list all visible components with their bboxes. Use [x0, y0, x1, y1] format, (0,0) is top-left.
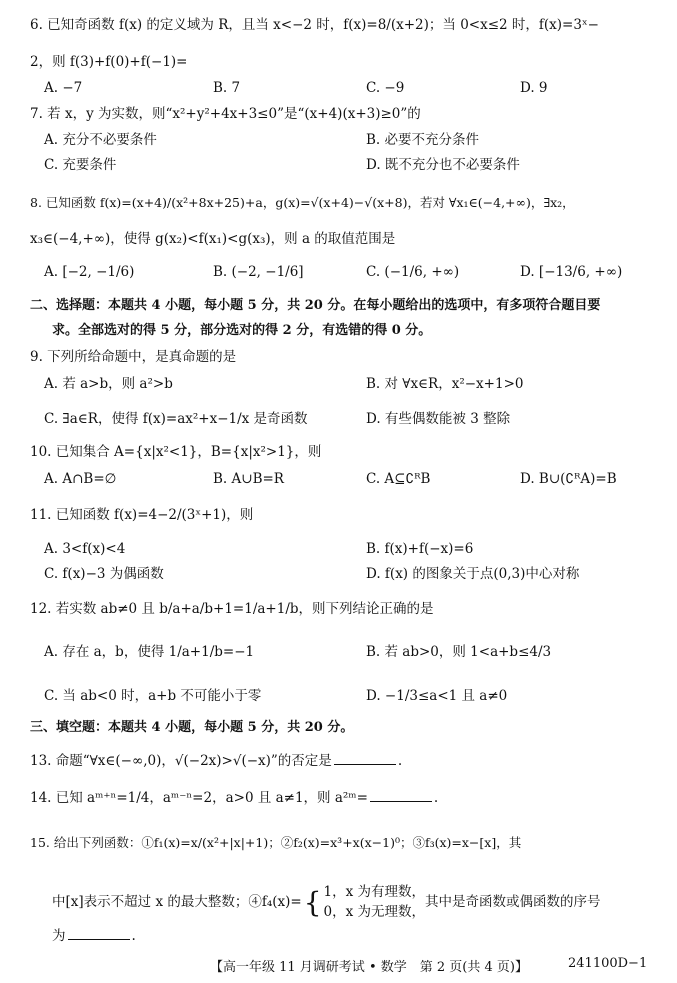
q13-text: 13. 命题“∀x∈(−∞,0)，√(−2x)>√(−x)”的否定是 — [30, 753, 332, 769]
q15-brace: { — [303, 885, 322, 919]
q6-option-d[interactable]: D. 9 — [520, 80, 548, 96]
q8-line2: x₃∈(−4,+∞)，使得 g(x₂)<f(x₁)<g(x₃)，则 a 的取值范围是 — [30, 231, 396, 247]
q7-option-a[interactable]: A. 充分不必要条件 — [44, 132, 157, 148]
q8-line1: 8. 已知函数 f(x)=(x+4)/(x²+8x+25)+a，g(x)=√(x+4)−√(x+8)，若对 ∀x₁∈(−4,+∞)，∃x₂， — [30, 195, 575, 210]
q6-option-b[interactable]: B. 7 — [213, 80, 241, 96]
q15-answer-blank[interactable] — [68, 929, 130, 940]
q12-option-a[interactable]: A. 存在 a，b，使得 1/a+1/b=−1 — [44, 644, 255, 660]
q15-line2-end: 其中是奇函数或偶函数的序号 — [425, 894, 601, 911]
q15-line2-start: 中[x]表示不超过 x 的最大整数；④f₄(x)= — [52, 894, 302, 911]
q8-option-d[interactable]: D. [−13/6, +∞) — [520, 264, 623, 280]
q10-option-a[interactable]: A. A∩B=∅ — [44, 471, 117, 487]
q15-line1: 15. 给出下列函数：①f₁(x)=x/(x²+|x|+1)；②f₂(x)=x³+x(x−1)⁰；③f₃(x)=x−[x]，其 — [30, 835, 522, 850]
q9-option-a[interactable]: A. 若 a>b，则 a²>b — [44, 376, 173, 392]
q15-cases — [324, 883, 426, 922]
q15-line2 — [52, 883, 601, 922]
section-2-line2: 求。全部选对的得 5 分，部分选对的得 2 分，有选错的得 0 分。 — [52, 323, 432, 338]
q7-stem: 7. 若 x，y 为实数，则“x²+y²+4x+3≤0”是“(x+4)(x+3)≥0”的 — [30, 106, 421, 122]
q11-option-c[interactable]: C. f(x)−3 为偶函数 — [44, 566, 164, 582]
q10-stem: 10. 已知集合 A={x|x²<1}，B={x|x²>1}，则 — [30, 444, 322, 460]
q10-option-c[interactable]: C. A⊆∁ᴿB — [366, 471, 431, 487]
q11-option-d[interactable]: D. f(x) 的图象关于点(0,3)中心对称 — [366, 566, 580, 582]
footer-title: 【高一年级 11 月调研考试 • 数学 第 2 页(共 4 页)】 — [210, 960, 528, 975]
q15-case-rational: 1，x 为有理数， — [323, 884, 426, 900]
q10-option-d[interactable]: D. B∪(∁ᴿA)=B — [520, 471, 617, 487]
q12-option-b[interactable]: B. 若 ab>0，则 1<a+b≤4/3 — [366, 644, 552, 660]
section-2-line1: 二、选择题：本题共 4 小题，每小题 5 分，共 20 分。在每小题给出的选项中，有多项符合题目要 — [30, 298, 601, 313]
q9-option-b[interactable]: B. 对 ∀x∈R，x²−x+1>0 — [366, 376, 524, 392]
q9-option-c[interactable]: C. ∃a∈R，使得 f(x)=ax²+x−1/x 是奇函数 — [44, 411, 308, 427]
q14-text: 14. 已知 aᵐ⁺ⁿ=1/4，aᵐ⁻ⁿ=2，a>0 且 a≠1，则 a²ᵐ= — [30, 790, 368, 806]
q11-option-b[interactable]: B. f(x)+f(−x)=6 — [366, 541, 474, 557]
question-13: 13. 命题“∀x∈(−∞,0)，√(−2x)>√(−x)”的否定是 . — [30, 753, 403, 769]
q6-line1: 6. 已知奇函数 f(x) 的定义域为 R，且当 x<−2 时，f(x)=8/(x+2)；当 0<x≤2 时，f(x)=3ˣ− — [30, 17, 599, 33]
q12-option-c[interactable]: C. 当 ab<0 时，a+b 不可能小于零 — [44, 688, 262, 704]
q7-option-d[interactable]: D. 既不充分也不必要条件 — [366, 157, 520, 173]
q8-option-a[interactable]: A. [−2, −1/6) — [44, 264, 135, 280]
q7-option-b[interactable]: B. 必要不充分条件 — [366, 132, 480, 148]
section-3-heading: 三、填空题：本题共 4 小题，每小题 5 分，共 20 分。 — [30, 720, 354, 735]
q13-answer-blank[interactable] — [334, 754, 396, 765]
q8-option-b[interactable]: B. (−2, −1/6] — [213, 264, 304, 280]
q9-option-d[interactable]: D. 有些偶数能被 3 整除 — [366, 411, 511, 427]
q12-stem: 12. 若实数 ab≠0 且 b/a+a/b+1=1/a+1/b，则下列结论正确的是 — [30, 601, 434, 617]
q6-option-a[interactable]: A. −7 — [44, 80, 83, 96]
q8-option-c[interactable]: C. (−1/6, +∞) — [366, 264, 460, 280]
q12-option-d[interactable]: D. −1/3≤a<1 且 a≠0 — [366, 688, 508, 704]
q15-case-irrational: 0，x 为无理数， — [323, 903, 426, 920]
q10-option-b[interactable]: B. A∪B=R — [213, 471, 284, 487]
q7-option-c[interactable]: C. 充要条件 — [44, 157, 117, 173]
footer-code: 241100D−1 — [568, 956, 648, 971]
question-14: 14. 已知 aᵐ⁺ⁿ=1/4，aᵐ⁻ⁿ=2，a>0 且 a≠1，则 a²ᵐ= . — [30, 790, 439, 806]
q9-stem: 9. 下列所给命题中，是真命题的是 — [30, 349, 237, 365]
q15-line3-text: 为 — [52, 928, 66, 944]
q14-answer-blank[interactable] — [370, 791, 432, 802]
q11-option-a[interactable]: A. 3<f(x)<4 — [44, 541, 126, 557]
q15-line3: 为 . — [52, 928, 136, 944]
q11-stem: 11. 已知函数 f(x)=4−2/(3ˣ+1)，则 — [30, 507, 254, 523]
q6-line2: 2，则 f(3)+f(0)+f(−1)= — [30, 54, 188, 70]
q6-option-c[interactable]: C. −9 — [366, 80, 405, 96]
